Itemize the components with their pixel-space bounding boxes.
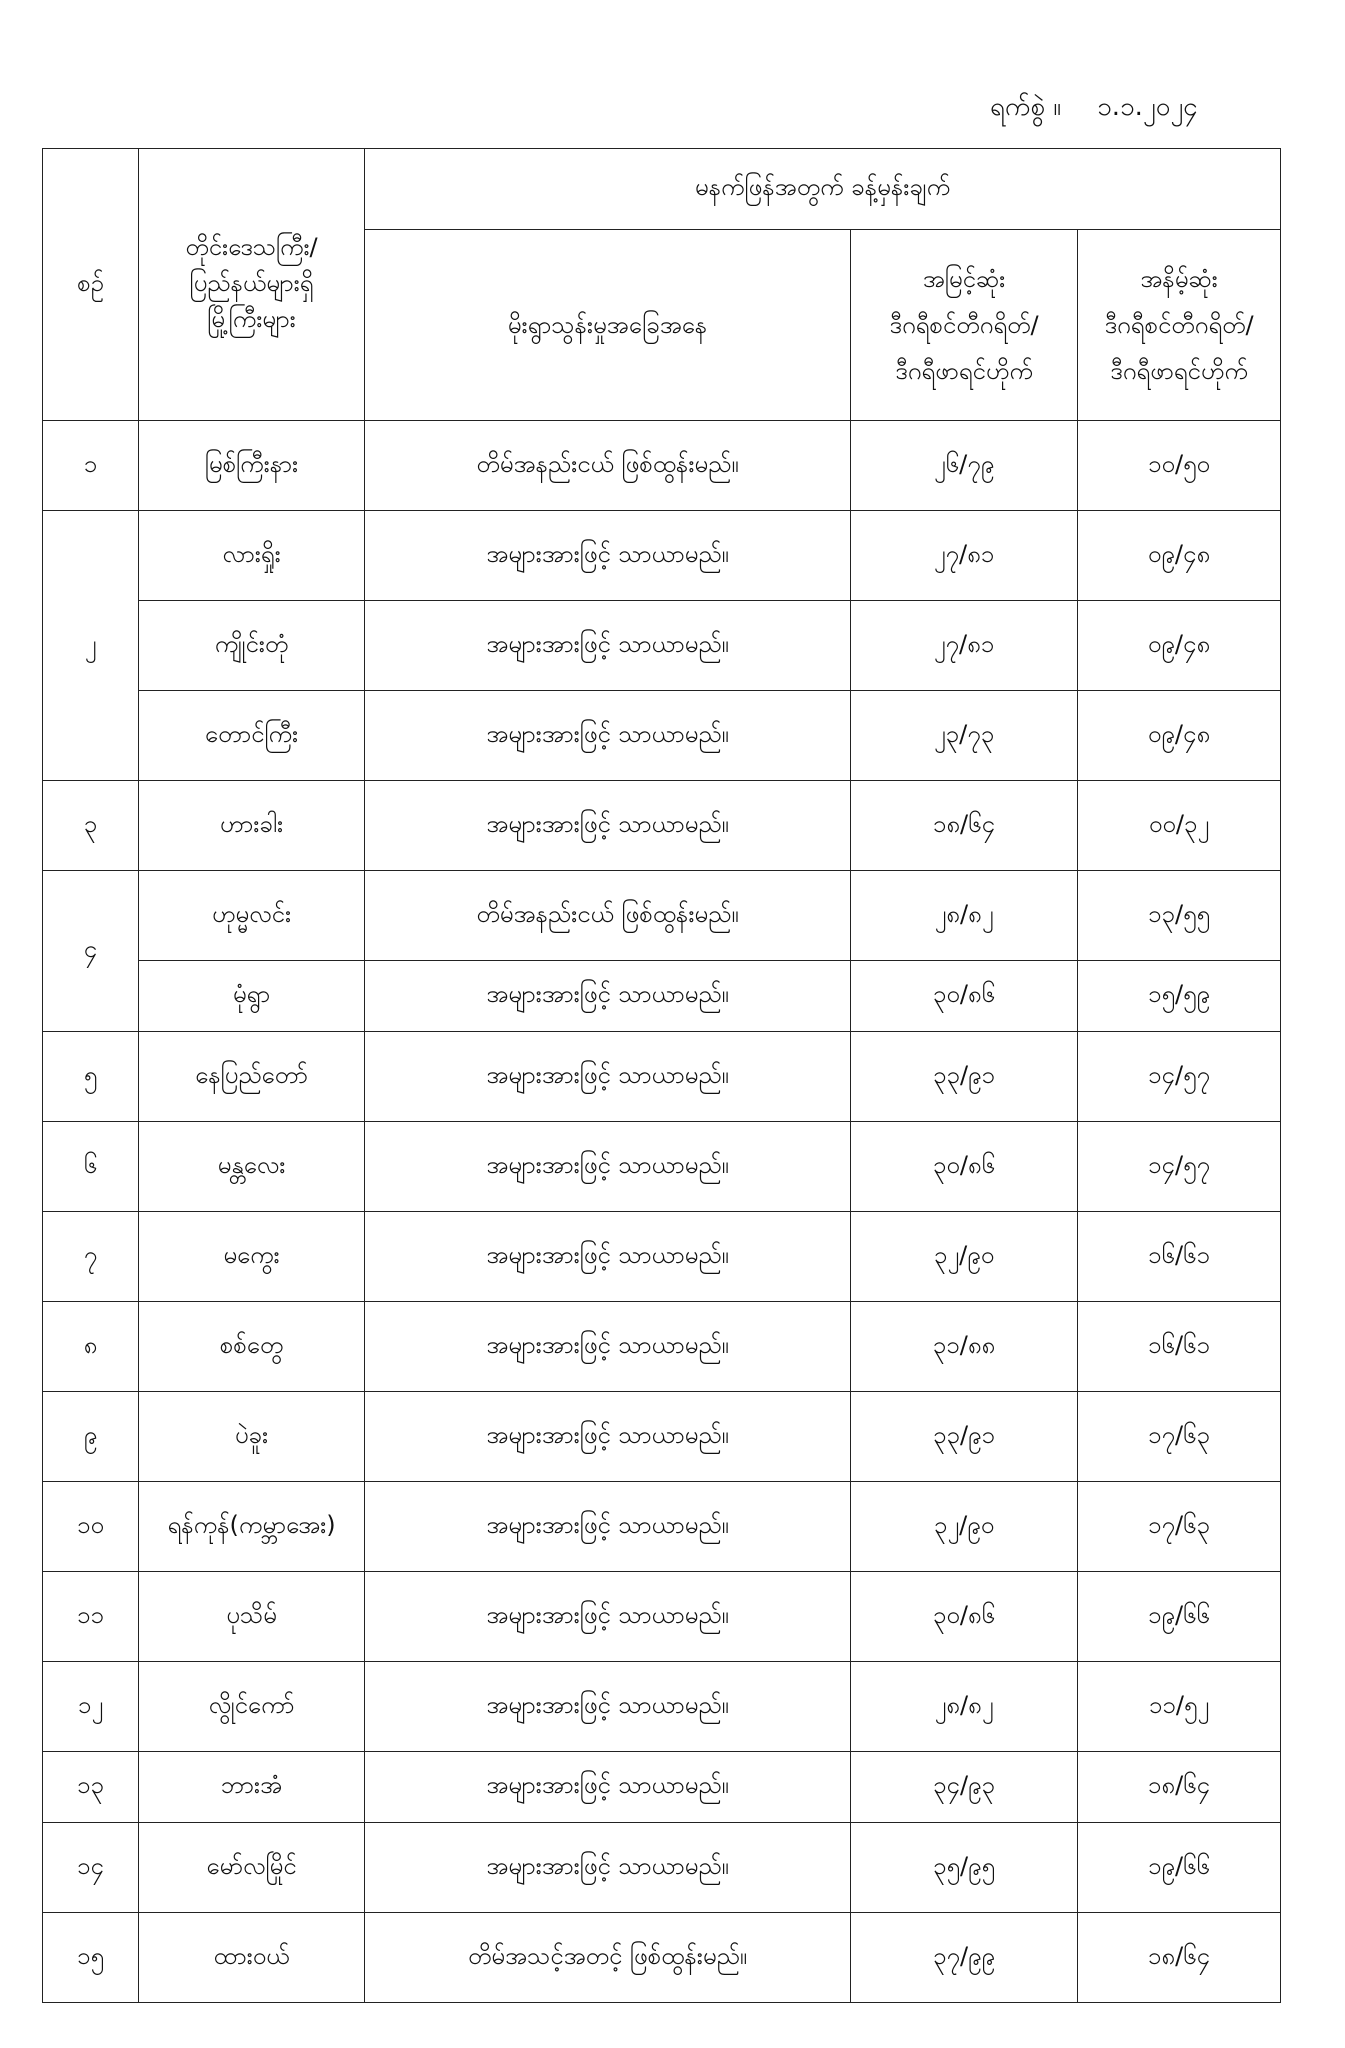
cell-city: မုံရွာ bbox=[139, 961, 365, 1032]
cell-city: လားရှိုး bbox=[139, 511, 365, 601]
cell-condition: တိမ်အနည်းငယ် ဖြစ်ထွန်းမည်။ bbox=[365, 421, 851, 511]
table-row bbox=[43, 781, 1281, 871]
cell-max-temp: ၂၆/၇၉ bbox=[851, 421, 1078, 511]
cell-max-temp: ၃၁/၈၈ bbox=[851, 1302, 1078, 1392]
table-row bbox=[43, 1122, 1281, 1212]
cell-min-temp: ၁၉/၆၆ bbox=[1078, 1572, 1281, 1662]
table-row bbox=[43, 1032, 1281, 1122]
date-line bbox=[990, 88, 1250, 128]
cell-condition: အများအားဖြင့် သာယာမည်။ bbox=[365, 1032, 851, 1122]
cell-no: ၁၂ bbox=[43, 1662, 139, 1752]
header-min-line: ဒီဂရီစင်တီဂရိတ်/ bbox=[1104, 311, 1254, 339]
cell-max-temp: ၃၃/၉၁ bbox=[851, 1392, 1078, 1482]
cell-max-temp: ၂၃/၇၃ bbox=[851, 691, 1078, 781]
cell-condition: အများအားဖြင့် သာယာမည်။ bbox=[365, 781, 851, 871]
cell-city: မြစ်ကြီးနား bbox=[139, 421, 365, 511]
table-row bbox=[43, 1392, 1281, 1482]
cell-no: ၄ bbox=[43, 871, 139, 1032]
cell-min-temp: ၀၉/၄၈ bbox=[1078, 691, 1281, 781]
cell-max-temp: ၃၀/၈၆ bbox=[851, 1572, 1078, 1662]
cell-city: ပဲခူး bbox=[139, 1392, 365, 1482]
cell-condition: အများအားဖြင့် သာယာမည်။ bbox=[365, 1122, 851, 1212]
cell-max-temp: ၃၂/၉၀ bbox=[851, 1212, 1078, 1302]
table-row bbox=[43, 1572, 1281, 1662]
cell-min-temp: ၁၉/၆၆ bbox=[1078, 1823, 1281, 1913]
cell-condition: အများအားဖြင့် သာယာမည်။ bbox=[365, 1392, 851, 1482]
cell-max-temp: ၂၇/၈၁ bbox=[851, 601, 1078, 691]
cell-min-temp: ၁၄/၅၇ bbox=[1078, 1032, 1281, 1122]
table-row bbox=[43, 511, 1281, 601]
cell-min-temp: ၁၈/၆၄ bbox=[1078, 1752, 1281, 1823]
cell-max-temp: ၁၈/၆၄ bbox=[851, 781, 1078, 871]
cell-min-temp: ၁၄/၅၇ bbox=[1078, 1122, 1281, 1212]
cell-no: ၁ bbox=[43, 421, 139, 511]
cell-max-temp: ၃၂/၉၀ bbox=[851, 1482, 1078, 1572]
table-row bbox=[43, 961, 1281, 1032]
table-row bbox=[43, 871, 1281, 961]
cell-max-temp: ၃၃/၉၁ bbox=[851, 1032, 1078, 1122]
table-header bbox=[43, 149, 1281, 421]
cell-condition: အများအားဖြင့် သာယာမည်။ bbox=[365, 1823, 851, 1913]
cell-city: ရန်ကုန်(ကမ္ဘာအေး) bbox=[139, 1482, 365, 1572]
cell-no: ၇ bbox=[43, 1212, 139, 1302]
cell-condition: အများအားဖြင့် သာယာမည်။ bbox=[365, 961, 851, 1032]
cell-condition: အများအားဖြင့် သာယာမည်။ bbox=[365, 1662, 851, 1752]
cell-no: ၁၄ bbox=[43, 1823, 139, 1913]
cell-no: ၃ bbox=[43, 781, 139, 871]
header-city-line: ပြည်နယ်များရှိ bbox=[189, 268, 314, 297]
table-row bbox=[43, 1302, 1281, 1392]
table-row bbox=[43, 1662, 1281, 1752]
cell-city: ဟုမ္မလင်း bbox=[139, 871, 365, 961]
header-forecast-group: မနက်ဖြန်အတွက် ခန့်မှန်းချက် bbox=[365, 149, 1281, 230]
cell-no: ၁၅ bbox=[43, 1913, 139, 2003]
cell-city: နေပြည်တော် bbox=[139, 1032, 365, 1122]
cell-city: တောင်ကြီး bbox=[139, 691, 365, 781]
cell-min-temp: ၁၈/၆၄ bbox=[1078, 1913, 1281, 2003]
table-body bbox=[43, 421, 1281, 2003]
cell-min-temp: ၁၆/၆၁ bbox=[1078, 1302, 1281, 1392]
date-label: ရက်စွဲ ။ bbox=[990, 91, 1062, 122]
cell-no: ၂ bbox=[43, 511, 139, 781]
cell-max-temp: ၃၅/၉၅ bbox=[851, 1823, 1078, 1913]
cell-max-temp: ၃၀/၈၆ bbox=[851, 1122, 1078, 1212]
cell-condition: တိမ်အသင့်အတင့် ဖြစ်ထွန်းမည်။ bbox=[365, 1913, 851, 2003]
header-no: စဉ် bbox=[43, 149, 139, 421]
cell-no: ၁၀ bbox=[43, 1482, 139, 1572]
date-value: ၁.၁.၂၀၂၄ bbox=[1097, 91, 1198, 122]
cell-city: မကွေး bbox=[139, 1212, 365, 1302]
header-max-line: ဒီဂရီစင်တီဂရိတ်/ bbox=[889, 311, 1039, 339]
cell-city: ကျိုင်းတုံ bbox=[139, 601, 365, 691]
cell-min-temp: ၁၇/၆၃ bbox=[1078, 1482, 1281, 1572]
cell-no: ၈ bbox=[43, 1302, 139, 1392]
table-row bbox=[43, 1823, 1281, 1913]
cell-city: လွိုင်ကော် bbox=[139, 1662, 365, 1752]
cell-city: ထားဝယ် bbox=[139, 1913, 365, 2003]
cell-condition: အများအားဖြင့် သာယာမည်။ bbox=[365, 1212, 851, 1302]
cell-min-temp: ၁၅/၅၉ bbox=[1078, 961, 1281, 1032]
cell-city: ဟားခါး bbox=[139, 781, 365, 871]
cell-max-temp: ၂၈/၈၂ bbox=[851, 871, 1078, 961]
cell-condition: အများအားဖြင့် သာယာမည်။ bbox=[365, 1752, 851, 1823]
cell-city: မန္တလေး bbox=[139, 1122, 365, 1212]
header-max-line: ဒီဂရီဖာရင်ဟိုက် bbox=[895, 357, 1033, 385]
cell-city: ပုသိမ် bbox=[139, 1572, 365, 1662]
table-row bbox=[43, 691, 1281, 781]
cell-min-temp: ၁၁/၅၂ bbox=[1078, 1662, 1281, 1752]
cell-condition: အများအားဖြင့် သာယာမည်။ bbox=[365, 1302, 851, 1392]
cell-condition: အများအားဖြင့် သာယာမည်။ bbox=[365, 691, 851, 781]
forecast-table bbox=[42, 148, 1281, 2003]
header-max-temp bbox=[851, 230, 1078, 421]
cell-condition: အများအားဖြင့် သာယာမည်။ bbox=[365, 601, 851, 691]
header-condition: မိုးရွာသွန်းမှုအခြေအနေ bbox=[365, 230, 851, 421]
cell-min-temp: ၀၀/၃၂ bbox=[1078, 781, 1281, 871]
cell-condition: အများအားဖြင့် သာယာမည်။ bbox=[365, 1572, 851, 1662]
cell-min-temp: ၁၆/၆၁ bbox=[1078, 1212, 1281, 1302]
table-row bbox=[43, 1752, 1281, 1823]
cell-city: မော်လမြိုင် bbox=[139, 1823, 365, 1913]
cell-city: ဘားအံ bbox=[139, 1752, 365, 1823]
table-row bbox=[43, 1482, 1281, 1572]
header-city-line: တိုင်းဒေသကြီး/ bbox=[185, 232, 318, 261]
cell-min-temp: ၁၀/၅၀ bbox=[1078, 421, 1281, 511]
table-row bbox=[43, 421, 1281, 511]
cell-no: ၅ bbox=[43, 1032, 139, 1122]
header-city-line: မြို့ကြီးများ bbox=[207, 304, 296, 333]
table-row bbox=[43, 1212, 1281, 1302]
cell-min-temp: ၀၉/၄၈ bbox=[1078, 601, 1281, 691]
header-max-line: အမြင့်ဆုံး bbox=[922, 265, 1006, 293]
header-city bbox=[139, 149, 365, 421]
header-min-line: အနိမ့်ဆုံး bbox=[1140, 265, 1218, 293]
cell-min-temp: ၁၃/၅၅ bbox=[1078, 871, 1281, 961]
header-min-line: ဒီဂရီဖာရင်ဟိုက် bbox=[1110, 357, 1248, 385]
cell-max-temp: ၃၄/၉၃ bbox=[851, 1752, 1078, 1823]
cell-no: ၉ bbox=[43, 1392, 139, 1482]
cell-condition: အများအားဖြင့် သာယာမည်။ bbox=[365, 511, 851, 601]
cell-condition: အများအားဖြင့် သာယာမည်။ bbox=[365, 1482, 851, 1572]
cell-no: ၆ bbox=[43, 1122, 139, 1212]
table-row bbox=[43, 1913, 1281, 2003]
cell-city: စစ်တွေ bbox=[139, 1302, 365, 1392]
cell-no: ၁၃ bbox=[43, 1752, 139, 1823]
cell-condition: တိမ်အနည်းငယ် ဖြစ်ထွန်းမည်။ bbox=[365, 871, 851, 961]
header-min-temp bbox=[1078, 230, 1281, 421]
cell-no: ၁၁ bbox=[43, 1572, 139, 1662]
cell-max-temp: ၂၇/၈၁ bbox=[851, 511, 1078, 601]
cell-min-temp: ၁၇/၆၃ bbox=[1078, 1392, 1281, 1482]
cell-max-temp: ၂၈/၈၂ bbox=[851, 1662, 1078, 1752]
cell-min-temp: ၀၉/၄၈ bbox=[1078, 511, 1281, 601]
cell-max-temp: ၃၀/၈၆ bbox=[851, 961, 1078, 1032]
cell-max-temp: ၃၇/၉၉ bbox=[851, 1913, 1078, 2003]
table-row bbox=[43, 601, 1281, 691]
